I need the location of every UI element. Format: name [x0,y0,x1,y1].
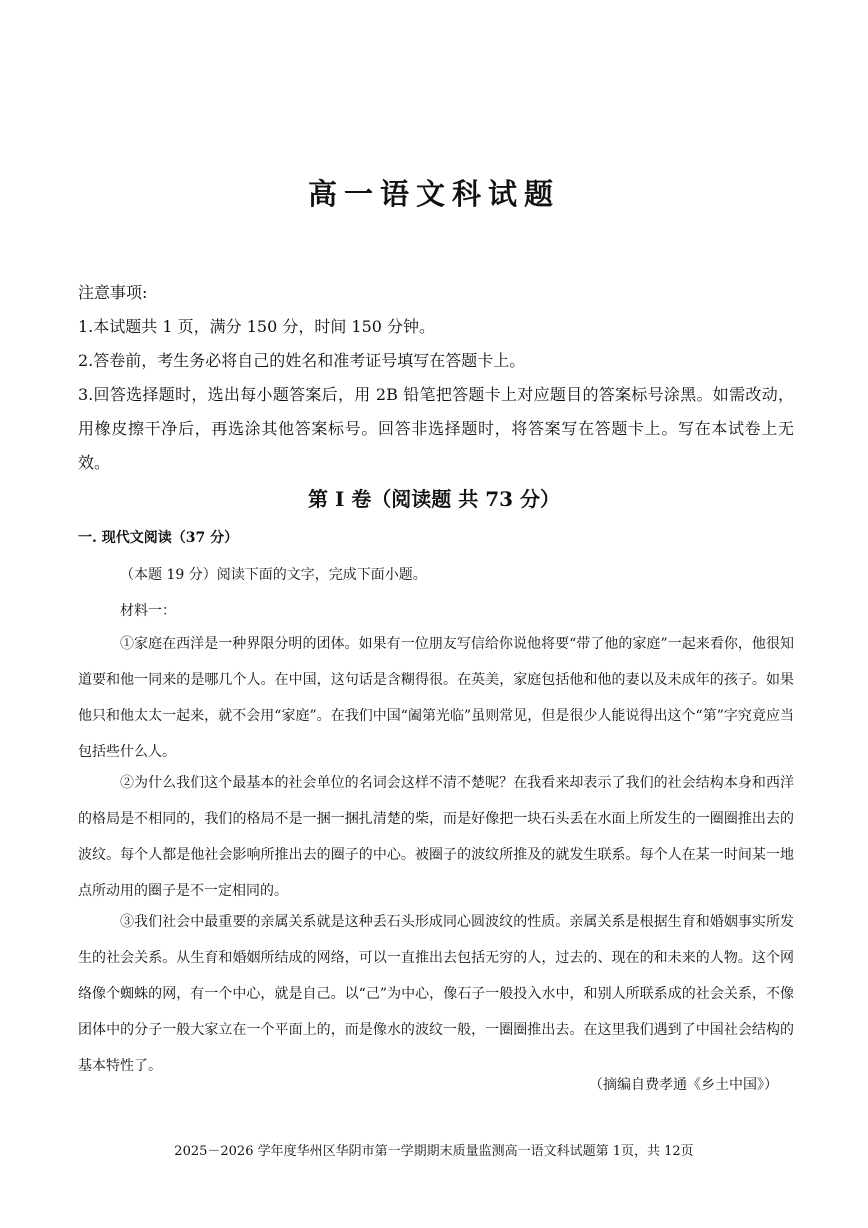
part-heading: 一. 现代文阅读（37 分） [78,530,239,546]
passage-paragraph: ①家庭在西洋是一种界限分明的团体。如果有一位朋友写信给你说他将要“带了他的家庭”一起来看你，他很知道要和他一同来的是哪几个人。在中国，这句话是含糊得很。在英美，家庭包括他和他的妻以及未成年的孩子。如果他只和他太太一起来，就不会用“家庭”。在我们中国“阖第光临”虽则常见，但是很少人能说得出这个“第”字究竟应当包括些什么人。 [78,636,794,760]
notice-item-3: 3.回答选择题时，选出每小题答案后，用 2B 铅笔把答题卡上对应题目的答案标号涂黑。如需改动，用橡皮擦干净后，再选涂其他答案标号。回答非选择题时，将答案写在答题卡上。写在本试卷上无效。 [78,385,794,472]
section-title: 第 I 卷（阅读题 共 73 分） [307,487,560,511]
passage-paragraph: ③我们社会中最重要的亲属关系就是这种丢石头形成同心圆波纹的性质。亲属关系是根据生育和婚姻事实所发生的社会关系。从生育和婚姻所结成的网络，可以一直推出去包括无穷的人，过去的、现在的和未来的人物。这个网络像个蜘蛛的网，有一个中心，就是自己。以“己”为中心，像石子一般投入水中，和别人所联系成的社会关系，不像团体中的分子一般大家立在一个平面上的，而是像水的波纹一般，一圈圈推出去。在这里我们遇到了中国社会结构的基本特性了。 [78,914,794,1074]
notice-block [78,276,794,480]
source-citation: （摘编自费孝通《乡土中国》） [589,1077,778,1093]
notice-heading: 注意事项: [78,283,148,302]
material-label: 材料一： [120,603,176,619]
page-footer: 2025－2026 学年度华州区华阴市第一学期期末质量监测高一语文科试题第 1页，共 12页 [174,1144,694,1159]
question-intro: （本题 19 分）阅读下面的文字，完成下面小题。 [120,567,427,583]
page-title: 高一语文科试题 [307,177,560,211]
passage-paragraph: ②为什么我们这个最基本的社会单位的名词会这样不清不楚呢？在我看来却表示了我们的社会结构本身和西洋的格局是不相同的，我们的格局不是一捆一捆扎清楚的柴，而是好像把一块石头丢在水面上所发生的一圈圈推出去的波纹。每个人都是他社会影响所推出去的圈子的中心。被圈子的波纹所推及的就发生联系。每个人在某一时间某一地点所动用的圈子是不一定相同的。 [78,775,794,899]
notice-item-1: 1.本试题共 1 页，满分 150 分，时间 150 分钟。 [78,317,436,336]
notice-item-2: 2.答卷前，考生务必将自己的姓名和准考证号填写在答题卡上。 [78,351,526,370]
